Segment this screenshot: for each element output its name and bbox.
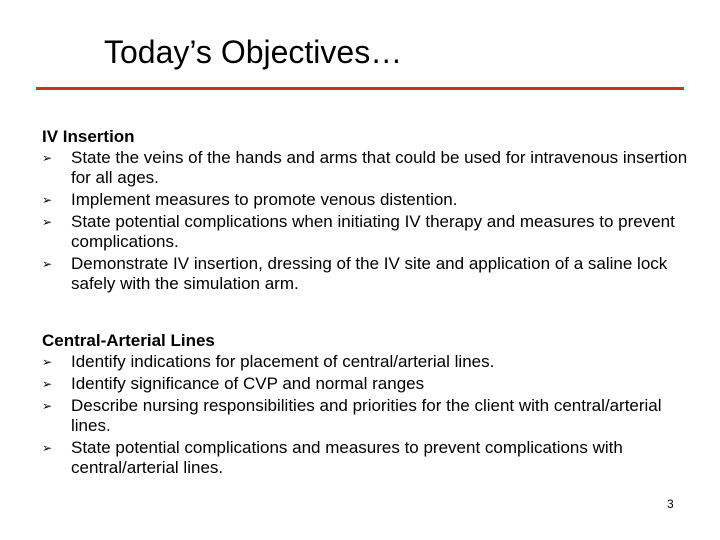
section-iv-insertion (42, 126, 702, 296)
list-item-text: Identify indications for placement of central/arterial lines. (71, 352, 495, 371)
list-item-text: Demonstrate IV insertion, dressing of the IV site and application of a saline lock safely with the simulation arm. (71, 254, 668, 293)
list-item (42, 254, 702, 294)
list-item (42, 374, 702, 394)
list-item-text: Identify significance of CVP and normal ranges (71, 374, 425, 393)
list-item (42, 396, 702, 436)
section-heading: Central-Arterial Lines (42, 331, 215, 350)
page-number: 3 (667, 497, 674, 511)
arrow-bullet-icon: ➢ (42, 377, 53, 391)
list-item (42, 190, 702, 210)
slide-title: Today’s Objectives… (104, 34, 403, 70)
arrow-bullet-icon: ➢ (42, 355, 53, 369)
list-item-text: State potential complications when initiating IV therapy and measures to prevent complications. (71, 212, 675, 251)
list-item-text: Describe nursing responsibilities and priorities for the client with central/arterial lines. (71, 396, 662, 435)
section-central-arterial-lines (42, 330, 702, 480)
arrow-bullet-icon: ➢ (42, 399, 53, 413)
objective-list (42, 148, 702, 294)
list-item-text: State the veins of the hands and arms that could be used for intravenous insertion for all ages. (71, 148, 688, 187)
objective-list (42, 352, 702, 478)
arrow-bullet-icon: ➢ (42, 193, 53, 207)
arrow-bullet-icon: ➢ (42, 215, 53, 229)
list-item-text: Implement measures to promote venous distention. (71, 190, 458, 209)
list-item (42, 212, 702, 252)
title-underline (36, 87, 684, 90)
arrow-bullet-icon: ➢ (42, 257, 53, 271)
arrow-bullet-icon: ➢ (42, 151, 53, 165)
list-item (42, 438, 702, 478)
section-heading: IV Insertion (42, 127, 135, 146)
list-item (42, 148, 702, 188)
list-item-text: State potential complications and measures to prevent complications with central/arterial lines. (71, 438, 623, 477)
list-item (42, 352, 702, 372)
arrow-bullet-icon: ➢ (42, 441, 53, 455)
